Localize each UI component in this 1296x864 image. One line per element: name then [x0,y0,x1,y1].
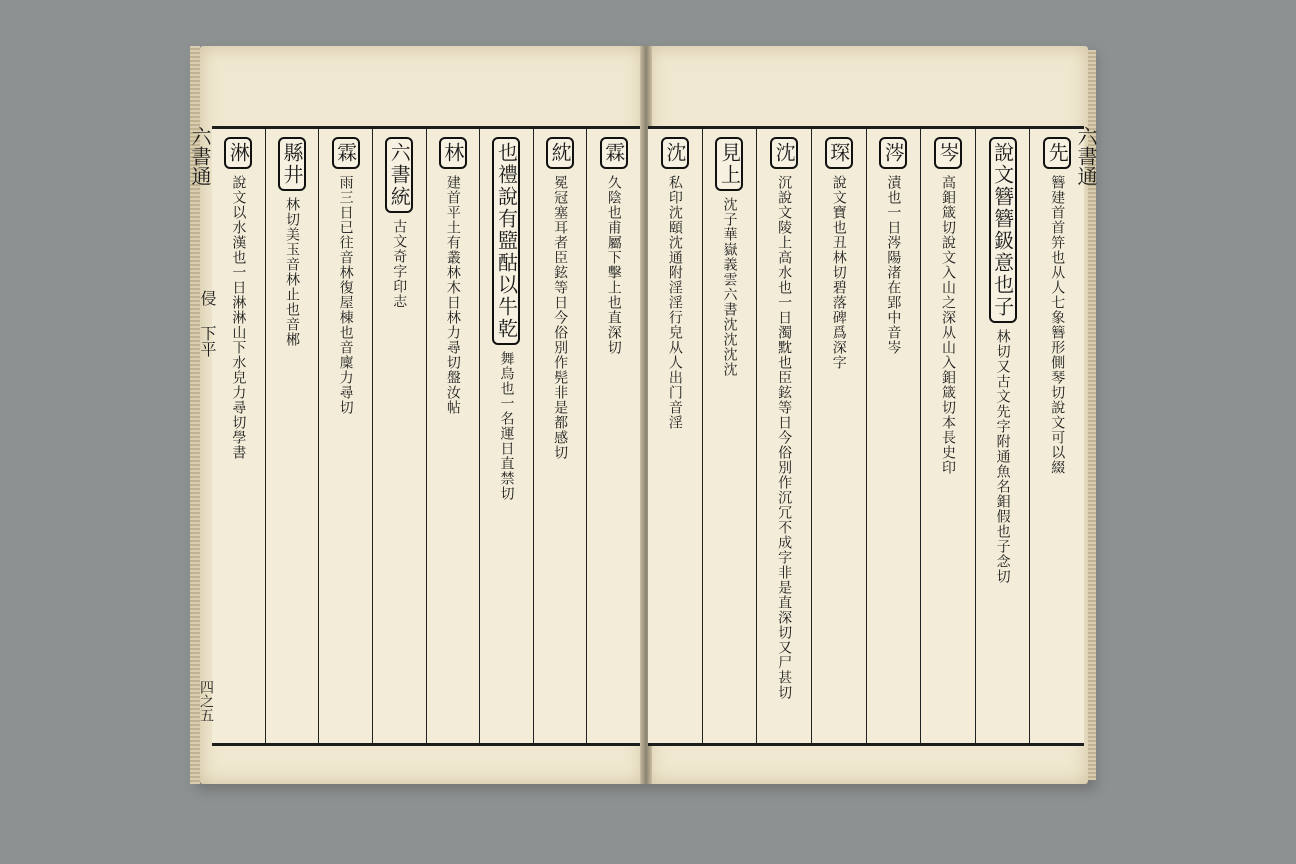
left-entry-text: 說文以水漢也一日淋淋山下水皃力尋切學書 [230,175,247,460]
left-margin-title: 六書通 [188,126,212,186]
right-entry-text: 高鉬箴切說文入山之深从山入鉬箴切本長史印 [939,175,956,475]
right-entry-text: 林切又古文先字附通魚名鉬假也子念切 [994,329,1011,584]
right-headword: 說文簪簪鈒意也子 [989,137,1017,323]
right-headword: 沈 [661,137,689,169]
left-column [265,129,319,743]
right-column [811,129,866,743]
right-headword: 琛 [825,137,853,169]
left-column [533,129,587,743]
right-headword: 先 [1043,137,1071,169]
left-entry-text: 雨三日已往音林復屋棟也音廩力尋切 [337,175,354,415]
right-column [756,129,811,743]
right-headword: 見上 [715,137,743,191]
left-headword: 紞 [546,137,574,169]
right-entry-text: 說文寶也丑林切碧落碑爲深字 [830,175,847,370]
right-column [702,129,757,743]
right-entry-text: 沈子華嶽義雲六書沈沈沈沈 [721,197,738,377]
right-margin-title: 六書通 [1074,126,1098,186]
left-headword: 也禮說有盬酤以牛乾 [492,137,520,345]
right-headword: 涔 [879,137,907,169]
left-headword: 淋 [224,137,252,169]
right-headword: 沈 [770,137,798,169]
left-column [318,129,372,743]
right-entry-text: 私印沈頤沈通附淫淫行皃从人出门音淫 [666,175,683,430]
left-column [212,129,265,743]
left-print-area [212,126,640,746]
right-column [1029,129,1084,743]
right-column [648,129,702,743]
right-column [975,129,1030,743]
left-entry-text: 古文奇字印志 [391,219,408,309]
right-headword: 岑 [934,137,962,169]
left-entry-text: 舞烏也一名運日直禁切 [498,351,515,501]
right-entry-text: 漬也一日涔陽渚在郢中音岑 [885,175,902,355]
left-entry-text: 林切美玉音林止也音郴 [283,197,300,347]
left-margin-note: 侵 下平 [198,290,217,357]
left-headword: 林 [439,137,467,169]
left-column [372,129,426,743]
right-column [866,129,921,743]
right-column [920,129,975,743]
left-headword: 霖 [332,137,360,169]
left-columns [212,129,640,743]
right-entry-text: 簪建首首笄也从人七象簪形側琴切說文可以綴 [1049,175,1066,475]
right-columns [648,129,1084,743]
left-column [586,129,640,743]
left-column [479,129,533,743]
left-column [426,129,480,743]
left-entry-text: 冕冠塞耳者臣鉉等日今俗別作髡非是都感切 [552,175,569,460]
left-page-number: 四之五 [198,680,214,722]
left-entry-text: 建首平土有叢林木日林力尋切盤汝帖 [444,175,461,415]
left-entry-text: 久陰也甫屬下擊上也直深切 [605,175,622,355]
right-print-area [648,126,1084,746]
left-headword: 霖 [600,137,628,169]
left-headword: 六書統 [385,137,413,213]
left-headword: 縣井 [278,137,306,191]
right-entry-text: 沉說文陵上高水也一日濁黕也臣鉉等日今俗別作沉冗不成字非是直深切又尸甚切 [776,175,793,700]
